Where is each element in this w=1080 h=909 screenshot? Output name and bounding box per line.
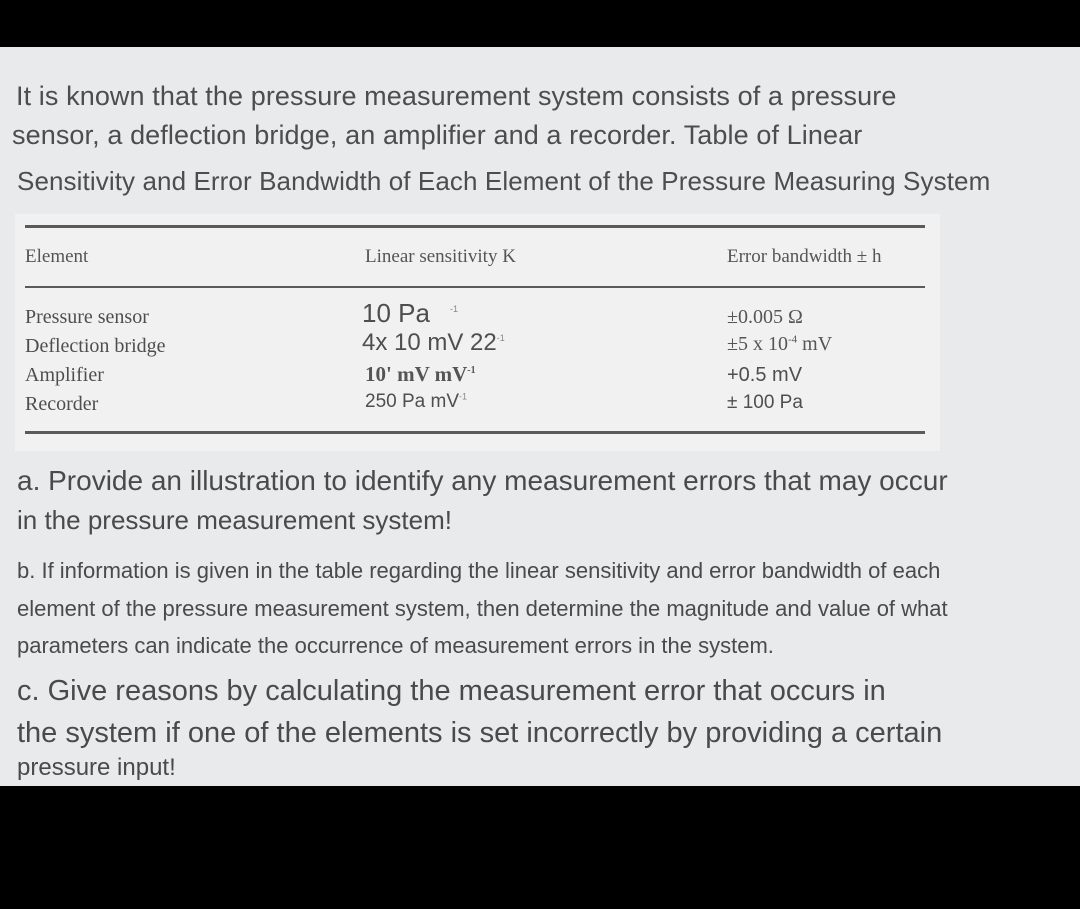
sensitivity-exponent: -1 — [459, 391, 468, 402]
error-cell — [727, 333, 832, 356]
document-page — [0, 47, 1080, 786]
question-c-line-1: c. Give reasons by calculating the measurement error that occurs in — [17, 675, 886, 707]
element-cell: Deflection bridge — [25, 335, 166, 357]
error-value: ±5 x 10 — [727, 333, 788, 355]
error-exponent: -4 — [787, 333, 798, 346]
intro-line-1: It is known that the pressure measurement system consists of a pressure — [16, 81, 897, 111]
sensitivity-exponent: -1 — [496, 333, 505, 343]
question-c-line-3: pressure input! — [17, 754, 176, 781]
table-top-rule — [25, 225, 925, 228]
error-cell: +0.5 mV — [727, 364, 803, 386]
sensitivity-value: 250 Pa mV — [365, 391, 459, 412]
header-error-bandwidth: Error bandwidth ± h — [727, 246, 882, 267]
table-bottom-rule — [25, 431, 925, 434]
element-cell: Recorder — [25, 393, 99, 415]
element-cell: Pressure sensor — [25, 306, 149, 328]
error-unit: mV — [797, 333, 833, 355]
sensitivity-exponent: -1 — [449, 304, 458, 315]
sensitivity-error-table — [15, 214, 940, 451]
header-linear-sensitivity: Linear sensitivity K — [365, 246, 516, 267]
sensitivity-cell — [365, 391, 467, 413]
sensitivity-value: 4x 10 mV 22 — [362, 329, 497, 356]
sensitivity-value: 10' mV mV — [365, 362, 468, 386]
intro-line-2: sensor, a deflection bridge, an amplifier and a recorder. Table of Linear — [12, 120, 863, 150]
question-c-line-2: the system if one of the elements is set incorrectly by providing a certain — [17, 717, 943, 749]
sensitivity-cell — [362, 329, 505, 357]
question-a-line-2: in the pressure measurement system! — [17, 505, 452, 535]
question-a-line-1: a. Provide an illustration to identify any measurement errors that may occur — [17, 465, 948, 496]
sensitivity-cell — [362, 298, 458, 329]
sensitivity-exponent: -1 — [467, 365, 476, 376]
header-element: Element — [25, 246, 89, 267]
sensitivity-cell — [365, 362, 476, 387]
error-cell: ±0.005 Ω — [727, 306, 803, 328]
element-cell: Amplifier — [25, 364, 104, 386]
question-b-line-2: element of the pressure measurement system, then determine the magnitude and value of what — [17, 596, 948, 621]
intro-line-3: Sensitivity and Error Bandwidth of Each Element of the Pressure Measuring System — [17, 166, 991, 196]
table-header-rule — [25, 286, 925, 288]
error-cell: ± 100 Pa — [727, 392, 803, 413]
sensitivity-value: 10 Pa — [362, 298, 430, 328]
question-b-line-3: parameters can indicate the occurrence of measurement errors in the system. — [17, 633, 774, 658]
question-b-line-1: b. If information is given in the table regarding the linear sensitivity and error bandwidth of each — [17, 558, 941, 583]
